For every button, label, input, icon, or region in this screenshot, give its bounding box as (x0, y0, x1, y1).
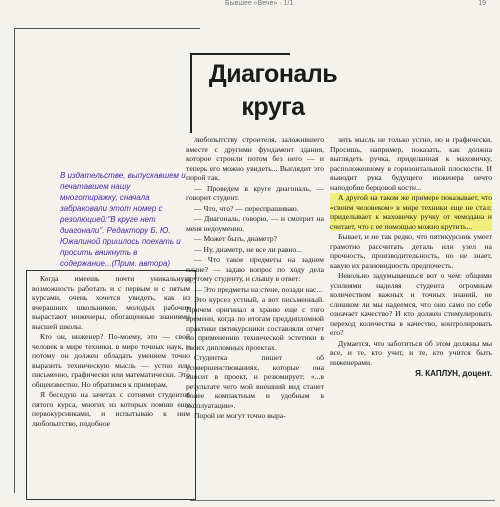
paragraph: — Диагональ, говорю, — и смотрит на меня недоуменно. (186, 214, 324, 233)
paragraph: Я беседую на зачетах с сотнями студентов пятого курса, многих из которых помню еще первокурсниками, и испытываю к ним любопытство, подобное (32, 390, 190, 428)
paragraph: Кто он, инженер? По-моему, это — свой человек в мире техники, в мире точных наук, и потому он должен обладать умением точно выразить техническую мысль — устно или письменно, графически или математически. Это общеизвестно. Но обратимся к примерам. (32, 332, 190, 389)
highlighted-paragraph: А другой на таком же примере показывает, что «своим человеком» в мире техники еще не стал: приделывает к маховичку ручку от чемодана и считает, что с ее помощью можно крутить... (330, 193, 492, 231)
paragraph: Невольно задумываешься вот о чем: общими усилиями наделяя студента огромным количеством важных и точных знаний, не слишком ли мы надеемся, что оно само по себе означает качество? И кто должен стимулировать переход количества в качество, контролировать его? (330, 271, 492, 337)
right-column (330, 135, 492, 379)
top-border-rule (14, 28, 200, 29)
page-number: 19 (478, 0, 486, 7)
bottom-rule (190, 500, 495, 501)
title-line-2: круга (241, 93, 305, 121)
left-column (32, 274, 190, 429)
paragraph: — Это предметы на стене, позади нас... (194, 284, 323, 294)
paragraph: Порой не могут точно выра- (194, 411, 286, 420)
running-title: Бывшее «Вече» · 1/1 (225, 0, 294, 7)
paragraph: Когда имеешь почти уникальную возможность работать и с первым и с пятым курсами, очень хочется увидеть, как из вчерашних школьников, молодых рабочих вырастают инженеры, обогащенные знаниями высшей школы. (32, 274, 190, 331)
paragraph: — Ну, диаметр, не все ли равно... (194, 244, 302, 254)
paragraph: Это курсез устный, а вот письменный. Причем оригинал я храню еще с того времени, когда по итогам преддипломной практики пятикурсники составляли отчет по применению технической эстетики в своих дипломных проектах. (186, 295, 324, 352)
paragraph: Бывает, и не так редко, что пятикурсник умеет грамотно рассчитать деталь или узел на прочность, производительность, но не знает, какую их разновидность предпочесть. (330, 232, 492, 270)
left-border-rule (14, 28, 15, 493)
paragraph: — Проведем в круге диагональ, — говорит студент. (186, 183, 324, 202)
author-signature: Я. КАПЛУН, доцент. (415, 369, 492, 378)
running-header (0, 0, 500, 8)
article-title (198, 58, 348, 124)
paragraph: — Что, что? — переспрашиваю. (194, 203, 299, 213)
paragraph: — Может быть, диаметр? (194, 234, 277, 243)
paragraph: любопытству строителя, заложившего вместе с другими фундамент здания, которое строили потом без него — и теперь его можно увидеть... Выглядит это порой так. (186, 135, 324, 182)
paragraph: зить мысль не только устно, но и графически. Просишь, например, показать, как должна выглядеть ручка, приделанная к маховичку, расположенному в горизонтальной плоскости. И выводит рука будущего инженера нечто наподобие берцовой кости... (330, 135, 492, 192)
paragraph: Думается, что заботиться об этом должны мы все, и те, кто учит, и те, кто учится быть инженерами. (330, 338, 492, 367)
paragraph: Студентка пишет об усовершенствованиях, которые она вносит в проект, и резюмирует: «...в результате чего мой внешний вид станет более компактным и удобным в эксплуатации». (186, 353, 324, 410)
title-line-1: Диагональ (208, 60, 338, 88)
middle-column (186, 135, 324, 422)
editor-note: В издательстве, выпускавшем и печатавшем нашу многотиражку, сначала забраковали этот номер с резолюцией:"В круге нет диагонали". Редактору Б. Ю. Южалиной пришлось поехать и просить вникнуть в содержание...(Прим. автора) (60, 171, 186, 268)
paragraph: — Что такое предметы на заднем плане? — задаю вопрос по ходу дела другому студенту, и слышу в ответ: (186, 255, 324, 283)
